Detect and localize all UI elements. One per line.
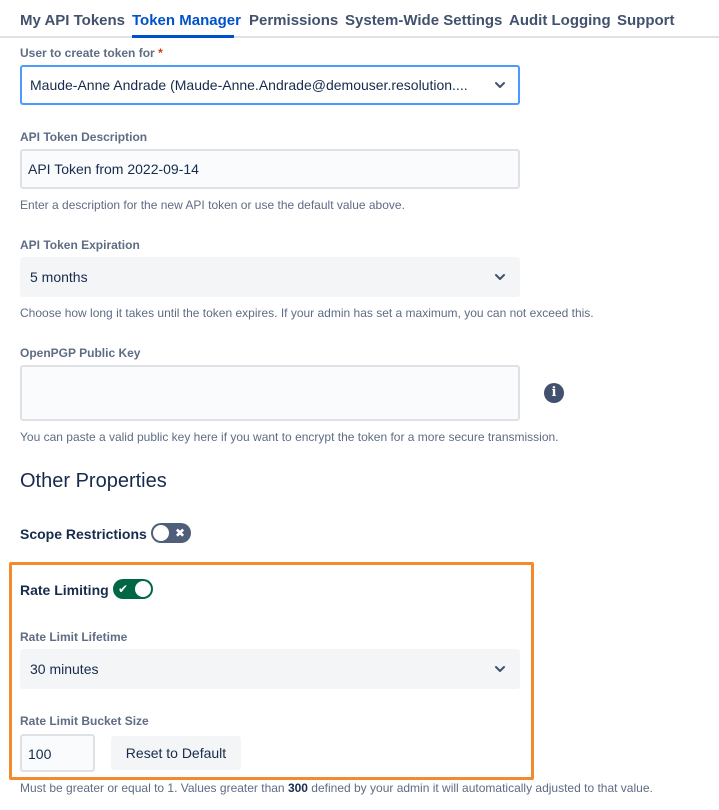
check-icon: ✔ <box>118 582 129 596</box>
bucket-size-max-value: 300 <box>287 781 308 795</box>
tab-permissions[interactable]: Permissions <box>249 12 339 29</box>
pgp-key-help: You can paste a valid public key here if you want to encrypt the token for a more secure transmission. <box>20 430 559 444</box>
other-properties-heading: Other Properties <box>20 470 167 492</box>
tab-token-manager[interactable]: Token Manager <box>132 12 241 29</box>
expiration-select[interactable] <box>20 257 520 297</box>
rate-limiting-label: Rate Limiting <box>20 582 109 598</box>
chevron-down-icon <box>494 271 506 283</box>
toggle-knob <box>135 581 151 597</box>
chevron-down-icon <box>494 79 506 91</box>
tab-support[interactable]: Support <box>617 12 675 29</box>
description-label: API Token Description <box>20 130 148 144</box>
user-field-label: User to create token for * <box>20 46 163 60</box>
reset-to-default-button[interactable]: Reset to Default <box>111 736 241 770</box>
bucket-size-input[interactable] <box>20 734 95 772</box>
close-icon: ✖ <box>175 526 186 540</box>
description-help: Enter a description for the new API token or use the default value above. <box>20 198 405 212</box>
active-tab-indicator <box>132 35 234 38</box>
toggle-knob <box>153 525 169 541</box>
scope-restrictions-label: Scope Restrictions <box>20 526 147 542</box>
required-marker: * <box>158 46 163 60</box>
user-select[interactable] <box>20 65 520 105</box>
info-icon[interactable]: i <box>544 383 564 403</box>
chevron-down-icon <box>494 663 506 675</box>
description-input[interactable] <box>20 149 520 189</box>
tab-audit-logging[interactable]: Audit Logging <box>509 12 611 29</box>
description-input-value: API Token from 2022-09-14 <box>28 161 199 177</box>
rate-limit-lifetime-label: Rate Limit Lifetime <box>20 630 128 644</box>
user-select-value: Maude-Anne Andrade (Maude-Anne.Andrade@demouser.resolution.... <box>30 77 468 93</box>
rate-limiting-toggle[interactable] <box>113 579 153 599</box>
bucket-size-input-value: 100 <box>28 746 52 762</box>
scope-restrictions-toggle[interactable] <box>151 523 191 543</box>
expiration-select-value: 5 months <box>30 269 88 285</box>
tab-system-wide-settings[interactable]: System-Wide Settings <box>345 12 503 29</box>
expiration-label: API Token Expiration <box>20 238 140 252</box>
rate-limit-bucket-size-label: Rate Limit Bucket Size <box>20 714 149 728</box>
bucket-size-help: Must be greater or equal to 1. Values greater than 300 defined by your admin it will automatically adjusted to that value. <box>20 781 653 795</box>
pgp-key-label: OpenPGP Public Key <box>20 346 141 360</box>
rate-limit-lifetime-value: 30 minutes <box>30 661 99 677</box>
rate-limit-lifetime-select[interactable] <box>20 649 520 689</box>
tab-bar <box>0 0 719 38</box>
pgp-key-input[interactable] <box>20 365 520 421</box>
expiration-help: Choose how long it takes until the token expires. If your admin has set a maximum, you can not exceed this. <box>20 306 594 320</box>
tab-my-api-tokens[interactable]: My API Tokens <box>20 12 126 29</box>
